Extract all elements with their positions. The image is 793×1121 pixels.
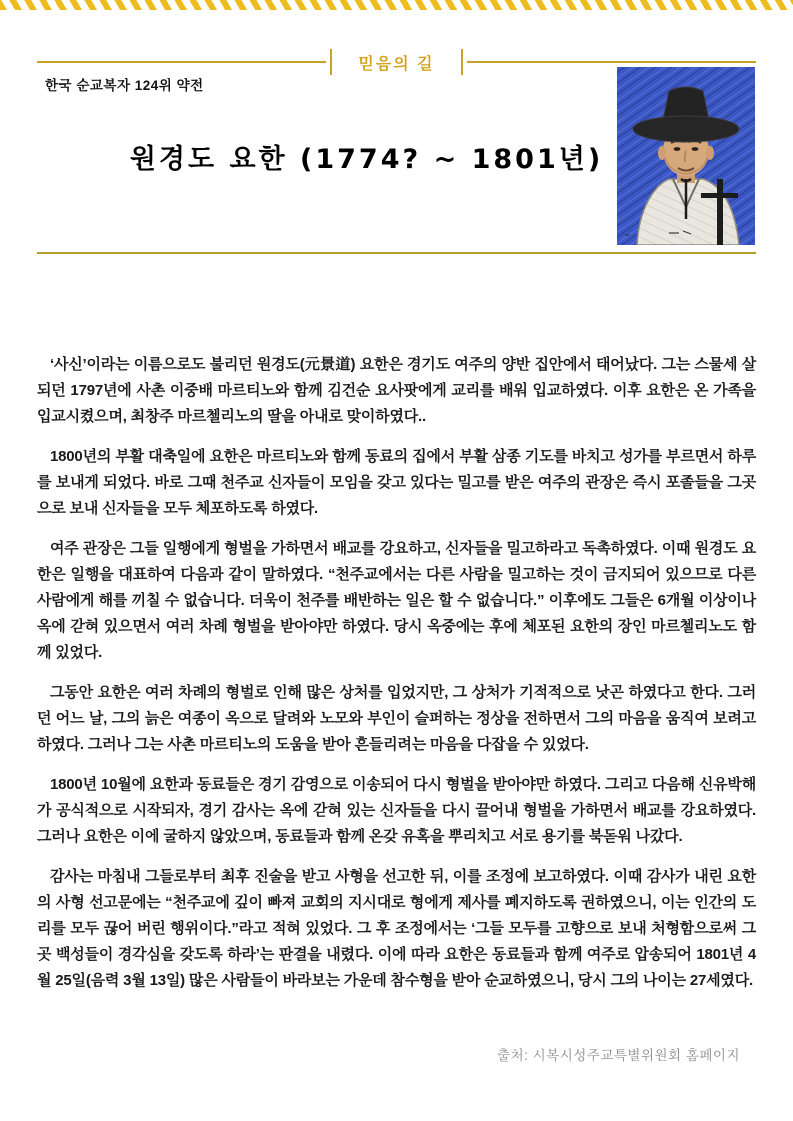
header-separator-rule [37,252,756,254]
paragraph: 그동안 요한은 여러 차례의 형벌로 인해 많은 상처를 입었지만, 그 상처가 기적적으로 낫곤 하였다고 한다. 그러던 어느 날, 그의 늙은 여종이 옥으로 달려와 노모와 부인이 슬퍼하는 정상을 전하면서 그의 마음을 움직여 보려고 하였다. 그러나 그는 사촌 마르티노의 도움을 받아 흔들리려는 마음을 다잡을 수 있었다. [37,684,756,753]
article-body [37,352,756,1008]
ribbon-tick-right [461,49,463,75]
striped-border-band [0,0,793,10]
source-credit: 출처: 시복시성주교특별위원회 홈페이지 [497,1048,740,1063]
paragraph: 1800년의 부활 대축일에 요한은 마르티노와 함께 동료의 집에서 부활 삼종 기도를 바치고 성가를 부르면서 하루를 보내게 되었다. 바로 그때 천주교 신자들이 모임을 갖고 있다는 밀고를 받은 여주의 관장은 즉시 포졸들을 그곳으로 보내 신자들을 모두 체포하도록 하였다. [37,448,756,517]
paragraph: 1800년 10월에 요한과 동료들은 경기 감영으로 이송되어 다시 형벌을 받아야만 하였다. 그리고 다음해 신유박해가 공식적으로 시작되자, 경기 감사는 옥에 갇혀 있는 신자들을 다시 끌어내 형벌을 가하면서 배교를 강요하였다. 그러나 요한은 이에 굴하지 않았으며, 동료들과 함께 온갖 유혹을 뿌리치고 서로 용기를 북돋워 나갔다. [37,776,756,845]
series-subtitle: 한국 순교복자 124위 약전 [45,78,204,93]
ribbon-rule-right [467,61,756,63]
page-title: 원경도 요한 (1774? ~ 1801년) [129,144,604,175]
paragraph: 여주 관장은 그들 일행에게 형벌을 가하면서 배교를 강요하고, 신자들을 밀고하라고 독촉하였다. 이때 원경도 요한은 일행을 대표하여 다음과 같이 말하였다. “천주교에서는 다른 사람을 밀고하는 것이 금지되어 있으므로 다른 사람에게 해를 끼칠 수 없습니다. 더욱이 천주를 배반하는 일은 할 수 없습니다.” 이후에도 그들은 6개월 이상이나 옥에 갇혀 있으면서 여러 차례 형벌을 받아야만 하였다. 당시 옥중에는 후에 체포된 요한의 장인 마르첼리노도 함께 있었다. [37,540,756,661]
paragraph: 감사는 마침내 그들로부터 최후 진술을 받고 사형을 선고한 뒤, 이를 조정에 보고하였다. 이때 감사가 내린 요한의 사형 선고문에는 “천주교에 깊이 빠져 교회의 지시대로 형에게 제사를 폐지하도록 권하였으니, 이는 인간의 도리를 모두 끊어 버린 행위이다.”라고 적혀 있었다. 그 후 조정에서는 ‘그들 모두를 고향으로 보내 처형함으로써 그곳 백성들이 경각심을 갖도록 하라’는 판결을 내렸다. 이에 따라 요한은 동료들과 함께 여주로 압송되어 1801년 4월 25일(음력 3월 13일) 많은 사람들이 바라보는 가운데 참수형을 받아 순교하였으니, 당시 그의 나이는 27세였다. [37,868,756,989]
ribbon-title: 믿음의 길 [358,55,435,73]
paragraph: ‘사신’이라는 이름으로도 불리던 원경도(元景道) 요한은 경기도 여주의 양반 집안에서 태어났다. 그는 스물세 살 되던 1797년에 사촌 이중배 마르티노와 함께 김건순 요사팟에게 교리를 배워 입교하였다. 이후 요한은 온 가족을 입교시켰으며, 최창주 마르첼리노의 딸을 아내로 맞이하였다.. [37,356,756,425]
ribbon-rule-left [37,61,326,63]
